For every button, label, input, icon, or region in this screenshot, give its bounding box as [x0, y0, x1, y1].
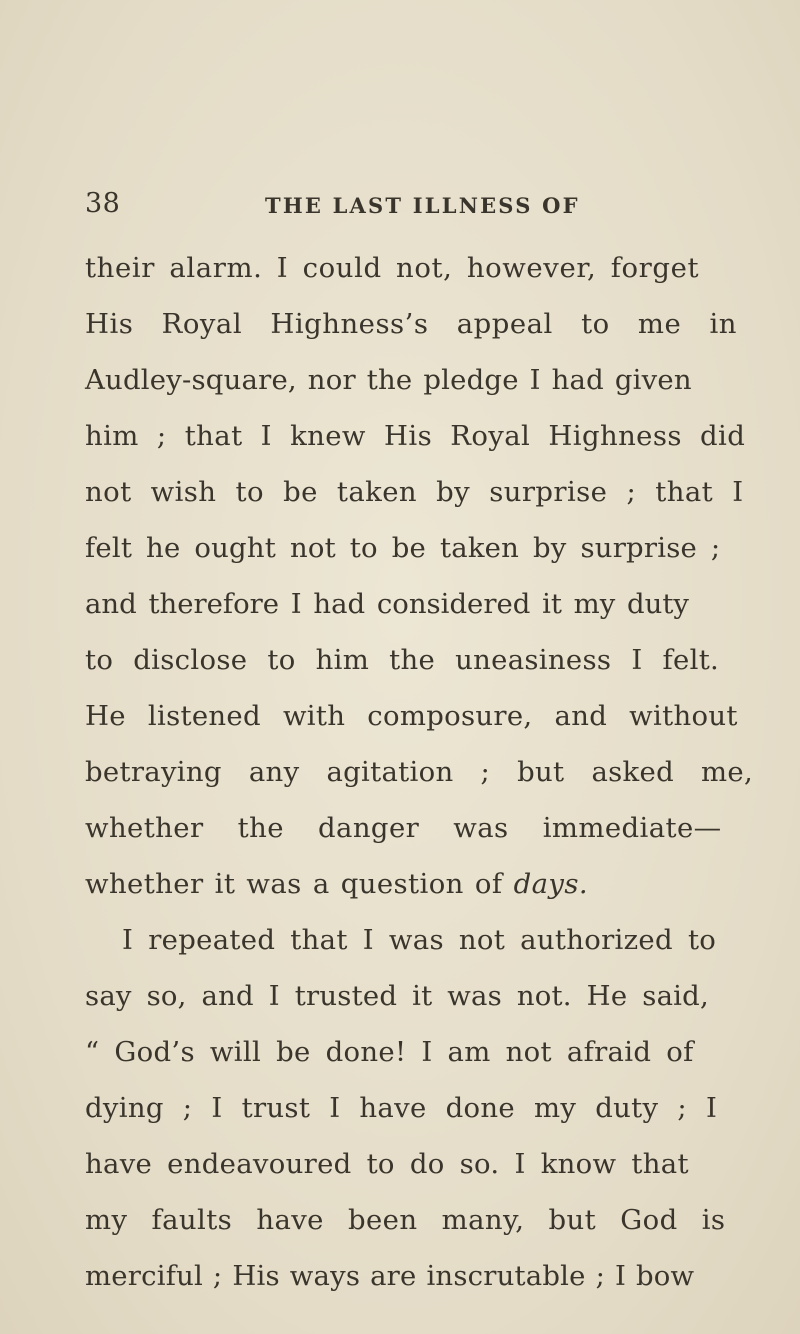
page-header	[85, 188, 725, 222]
text-line: Audley-square, nor the pledge I had given	[85, 364, 692, 396]
text-line: “ God’s will be done! I am not afraid of	[85, 1036, 694, 1068]
text-line: dying ; I trust I have done my duty ; I	[85, 1092, 718, 1124]
text-line: and therefore I had considered it my duty	[85, 588, 689, 620]
text-line-start: whether it was a question of	[85, 868, 514, 900]
text-line: felt he ought not to be taken by surprise ;	[85, 532, 721, 564]
text-line: betraying any agitation ; but asked me,	[85, 756, 754, 788]
text-line: whether the danger was immediate—	[85, 812, 722, 844]
text-line: my faults have been many, but God is	[85, 1204, 726, 1236]
text-line: to disclose to him the uneasiness I felt.	[85, 644, 720, 676]
text-line: have endeavoured to do so. I know that	[85, 1148, 689, 1180]
text-line: I repeated that I was not authorized to	[122, 924, 717, 956]
text-line: him ; that I knew His Royal Highness did	[85, 420, 746, 452]
running-head: THE LAST ILLNESS OF	[265, 193, 580, 218]
text-line: not wish to be taken by surprise ; that I	[85, 476, 744, 508]
text-line: His Royal Highness’s appeal to me in	[85, 308, 738, 340]
text-line	[85, 864, 711, 904]
text-line: their alarm. I could not, however, forget	[85, 252, 700, 284]
page-number: 38	[85, 188, 121, 219]
text-line: merciful ; His ways are inscrutable ; I bow	[85, 1260, 695, 1292]
text-line: say so, and I trusted it was not. He said,	[85, 980, 709, 1012]
italic-word: days.	[513, 868, 588, 900]
text-line: He listened with composure, and without	[85, 700, 738, 732]
